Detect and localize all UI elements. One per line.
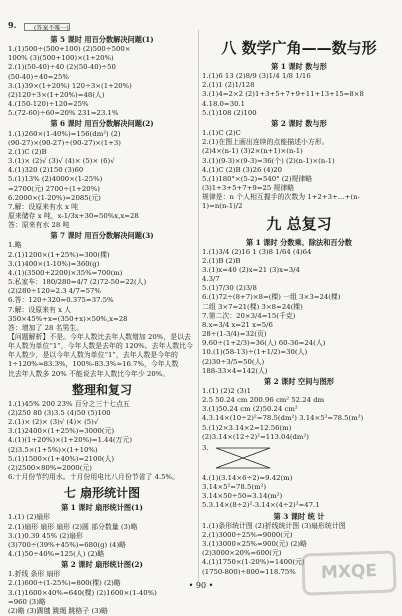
answer-line: (1750-800)÷800=118.75%	[202, 567, 296, 576]
answer-line: (2)略 (3)踢毽 跳绳 跳格子 (3)略	[8, 606, 109, 615]
figure-crossed-lines	[202, 443, 396, 472]
answer-line: (2)30÷3/5=50(人)	[202, 357, 265, 366]
lesson-heading: 第 5 课时 用百分数解决问题(1)	[50, 35, 154, 44]
answer-line: 1.(1)6 13 (2)8/9 (3)1/4 1/8 1/16	[202, 72, 311, 81]
answer-line: 4.(1)320 (2)150 (3)60	[8, 166, 84, 175]
answer-line: 3.(1)2400×(1+25%)=3000(元)	[8, 427, 115, 436]
answer-line: 6.2000×(1-20%)=2085(元)	[8, 193, 101, 202]
lesson-heading: 第 1 课时 分数乘、除法和百分数	[246, 237, 352, 247]
answer-line: 5.(1)13% (2)4000×(1-25%)	[8, 175, 103, 184]
answer-line: 1.折线 条形 扇形	[8, 570, 61, 579]
answer-line: 1.(1) (2)2 (3)1	[202, 387, 252, 395]
answer-line: 2.(1)× (2)× (3)√ (4)× (5)√	[8, 418, 99, 427]
answer-line: 1.(1)条形统计图 (2)折线统计图 (3)扇形统计图	[202, 521, 346, 530]
section-title: 七 扇形统计图	[63, 486, 141, 501]
answer-line: 3.(1)(9-3)×(9-3)=36(个) (2)(n-1)×(n-1)	[202, 156, 335, 165]
answer-line: 3.(1)× (2)√ (3)√ (4)× (5)× (6)√	[8, 157, 115, 166]
answer-line: 3.14×50÷50=3.14(m²)	[202, 492, 283, 501]
lesson-heading: 第 2 课时 空间与图形	[263, 376, 334, 386]
answer-line: 5.私家车：180/280=4/7 (2)72-50=22(人)	[8, 278, 147, 287]
answer-line: 1÷120%≈83.3%，100%-83.3%≈16.7%，今年人数	[8, 360, 179, 369]
page-number: • 90 •	[188, 581, 214, 590]
answer-line: 1.略	[8, 241, 22, 250]
answer-line: 4.18.0=30.1	[202, 99, 246, 108]
answer-line: 1.(1) (2)扇形	[8, 513, 51, 522]
answer-line: =960 (3)略	[8, 597, 46, 606]
answer-line: 100% (3)(500+100)×(1+20%)	[8, 54, 114, 63]
answer-note: (答案不唯一)	[34, 25, 69, 32]
answer-line: (50-40)÷40=25%	[8, 72, 69, 81]
crossed-lines-drawing	[214, 444, 274, 472]
answer-line: 3.(1)x=40 (2)x=21 (3)x=3/4	[202, 265, 300, 274]
answer-line: 5.(1)7/30 (2)3/8	[202, 284, 257, 293]
answer-line: 1.(1)3/4 (2)16 1 (3)8 1/64 (4)64	[202, 247, 312, 256]
right-column	[202, 36, 396, 577]
answer-line: 3.(1)39×(1+20%) 120÷3×(1+20%)	[8, 81, 132, 90]
answer-line: (2)2500×80%=2000(元)	[8, 463, 92, 472]
answer-line: 6.答：120÷320=0.375=37.5%	[8, 296, 114, 305]
answer-line: 年人数少，是以今年人数为单位“1”，去年人数是今年的	[8, 351, 178, 360]
answer-line: 4.(150-120)÷120=25%	[8, 100, 89, 109]
lesson-heading: 第 2 课时 扇形统计图(2)	[61, 560, 143, 570]
answer-line: 2.(1)3000÷25%=9000(元)	[202, 530, 293, 539]
answer-line: 3.14×5²=78.5(m²)	[202, 483, 267, 492]
answer-line: 5.3.14×(8÷2)²-3.14×(4÷2)²=47.1	[202, 501, 320, 510]
answer-line: (3)1+3+5+7+9=25 规律略	[202, 184, 295, 193]
lesson-heading: 第 7 课时 用百分数解决问题(3)	[50, 231, 154, 241]
answer-line: 3.(1)400×(1-10%)=360(g)	[8, 259, 100, 268]
answer-line: 2.(1)1 (2)1/128	[202, 81, 255, 90]
answer-line: (2)3.5×(1+5%)×(1+10%)	[8, 445, 98, 454]
answer-line: 4.(1)(3.14×6÷2)=9.42(m)	[202, 473, 293, 482]
answer-line: 年人数为单位“1”，今年人数是去年的 120%。去年人数比今	[8, 342, 193, 351]
answer-line: 8.x=3/4 x=21 x=5/6	[202, 320, 273, 329]
answer-line: 1.(1)45% 200 23% 百分之三十七点五	[8, 399, 130, 408]
answer-line: 3.(1)4=2×2 (2)1+3+5+7+9+11+13+15=8×8	[202, 90, 364, 99]
figure-label: 3.	[202, 443, 209, 452]
answer-line: 1)=n(n-1)/2	[202, 202, 243, 211]
answer-line: 6.十月份节约用水。十月份用电比八月份节省了 4.5%。	[8, 473, 179, 482]
chapter-title: 八 数学广角——数与形	[221, 39, 377, 57]
answer-line: (2)250 80 (3)3.5 (4)50 (5)100	[8, 408, 111, 417]
lesson-heading: 第 3 课时 统 计	[273, 511, 325, 521]
chapter-title: 九 总复习	[266, 214, 332, 233]
answer-line: 5.(1)2×3.14×2=12.56(m)	[202, 423, 292, 432]
answer-line: 4.(1)(1+20%)×(1+20%)=1.44(万元)	[8, 436, 133, 445]
answer-line: 规律是：n 个人相互握手的次数为 1+2+3+…+(n-	[202, 193, 360, 202]
answer-line: 6.(1)72÷(8+7)×8=(棵) 一组 3×3=24(棵)	[202, 293, 341, 302]
answer-line: (2)280÷120≈2.3 4/7=57%	[8, 287, 101, 296]
answer-line: 2.(1)B (2)B	[202, 256, 241, 265]
question-number: 9.	[8, 20, 17, 30]
answer-line: 2.(1)扇形 扇形 扇形 (2)圆 部分数量 (3)略	[8, 522, 138, 531]
answer-line: 5.(1)180°×(5-2)=540° (2)规律略	[202, 174, 313, 183]
answer-line: 2.(1)在图上画出连续的点能描述小方形。	[202, 138, 329, 147]
answer-line: 3.(1)3000×25%=900(元) (2)略	[202, 540, 307, 549]
answer-line: 3.(1)0.39 45% (2)扇形	[8, 531, 83, 540]
answer-line: 4.(1)50÷40%=125(人) (2)略	[8, 549, 105, 558]
answer-line: 28÷(1-3/4)=32(页)	[202, 330, 267, 339]
answer-line: 350×45%+x=(350+x)×50%,x=28	[8, 314, 128, 323]
answer-line: (2)120÷3×(1+20%)=48(人)	[8, 90, 105, 99]
answer-line: 1.(1)260×(1-40%)=156(dm²) (2)	[8, 129, 121, 138]
watermark-logo: MXQE	[301, 550, 396, 595]
lesson-heading: 第 6 课时 用百分数解决问题(2)	[50, 119, 154, 129]
answer-line: 【问题解析】不是。今年人数比去年人数增加 20%，是以去	[8, 333, 191, 341]
answer-line: 7.解：设原来有 x 人	[8, 305, 72, 314]
answer-line: 9.60÷(1+2/3)=36(人) 60-36=24(人)	[202, 339, 326, 348]
lesson-heading: 第 2 课时 数与形	[271, 118, 327, 128]
answer-line: 7.第二次：20×3/4=15(千克)	[202, 311, 296, 320]
answer-line: (3)700÷(39%+45%)=680(g) (4)略	[8, 540, 127, 549]
answer-line: (90-27)×(90-27)÷(90-27)×(1+3)	[8, 138, 121, 147]
answer-line: 3.(1)1600×40%=640(棵) (2)1600×(1-40%)	[8, 588, 157, 597]
answer-line: (2)4×(n-1) (3)2×(n+1)×(n-1)	[202, 147, 303, 156]
answer-line: 2.(1)C (2)B	[8, 147, 47, 156]
answer-line: 二组 3×7=21(棵) 3×8=24(棵)	[202, 302, 303, 311]
answer-line: 答：增加了 28 名男生。	[8, 323, 84, 332]
answer-line: 1.(1)500÷(500+100) (2)500÷500×	[8, 45, 131, 54]
answer-line: 4.(1)1750×(1-20%)=1400(元)	[202, 558, 305, 567]
answer-line: 5.(72-60)÷60=20% 231=23.1%	[8, 109, 119, 118]
answer-line: 5.(1)1500×(1+40%)=2100(人)	[8, 454, 115, 463]
section-title: 整理和复习	[71, 382, 132, 397]
answer-line: 10.(1)(58-13)÷(1+1/2)=30(人)	[202, 348, 308, 357]
answer-line: 5.(1)108 (2)100	[202, 108, 257, 117]
left-column	[8, 34, 196, 616]
answer-line: 188-33×4=142(人)	[202, 366, 268, 375]
lesson-heading: 第 1 课时 扇形统计图(1)	[61, 503, 143, 513]
column-divider	[198, 30, 199, 582]
answer-line: 比去年人数多 20% 不能说去年人数比今年少 20%。	[8, 369, 170, 378]
answer-line: 1.(1)C (2)C	[202, 129, 241, 138]
answer-line: 2.(1)600÷(1-25%)=800(棵) (2)略	[8, 579, 121, 588]
answer-line: 4.(1)(3500+2200)×35%=700(m)	[8, 268, 123, 277]
answer-line: 原来储存 x 吨，x-1/3x+30=50%x,x=28	[8, 211, 139, 220]
answer-line: 4.(1)C (2)B (3)26 (4)20	[202, 165, 283, 174]
answer-line: 2.(1)(50-40)÷40 (2)(50-40)÷50	[8, 63, 116, 72]
answer-line: 4.3/7	[202, 275, 220, 284]
answer-line: 2.5 50.24 cm 200.96 cm² 52.24 dm	[202, 396, 325, 405]
answer-line: 答：原来有水 28 吨	[8, 221, 70, 230]
answer-line: =2700(元) 2700÷(1+20%)	[8, 184, 100, 193]
answer-line: 7.解：设原来有水 x 吨	[8, 202, 78, 211]
answer-line: 2.(1)1200×(1+25%)=300(棵)	[8, 250, 110, 259]
answer-line: (2)3000×20%=600(元)	[202, 549, 282, 558]
answer-line: 3.(1)50.24 cm (2)50.24 cm²	[202, 405, 298, 414]
answer-line: (2)3.14×(12÷2)²=113.04(dm²)	[202, 432, 309, 441]
lesson-heading: 第 1 课时 数与形	[271, 62, 327, 71]
answer-line: 4.3.14×(10÷2)²=78.5(dm²) 3.14×5²=78.5(m²)	[202, 414, 364, 423]
